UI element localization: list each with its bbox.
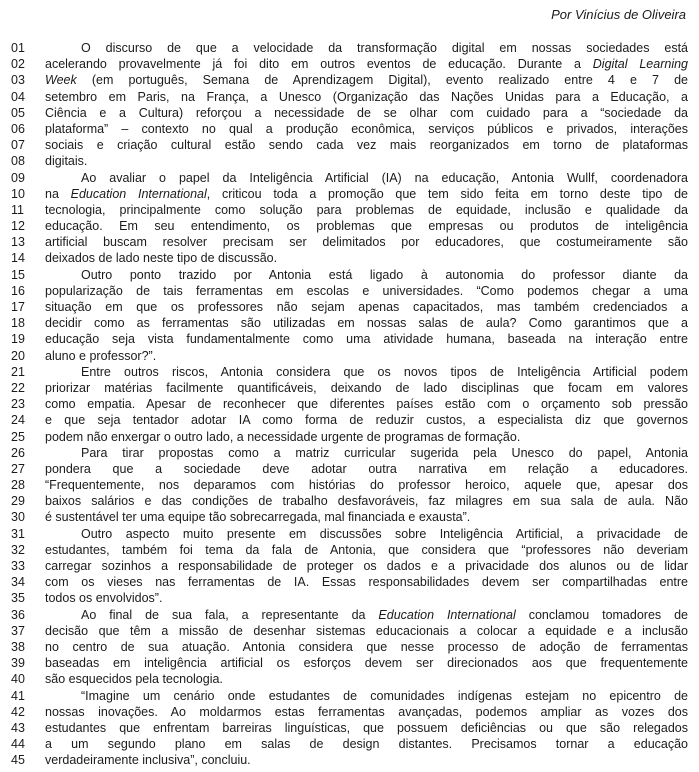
byline-author: Por Vinícius de Oliveira: [551, 7, 686, 22]
text-segment: , criticou toda a promoção que tem sido feita em torno deste tipo de: [206, 186, 688, 201]
text-line: [0, 493, 699, 509]
line-number: 22: [11, 380, 25, 395]
text-line: [0, 590, 699, 606]
line-text: [45, 121, 699, 137]
line-number: 01: [11, 41, 25, 55]
text-segment: como empatia. Apesar de reconhecer que diferentes países estão com o orçamento sob pressão: [45, 397, 688, 412]
line-number: 40: [11, 672, 25, 687]
line-number: 05: [11, 105, 25, 120]
line-text: [45, 412, 699, 428]
line-text: [45, 72, 699, 88]
text-segment: educação. Em seu entendimento, os problemas que empresas ou produtos de inteligência: [45, 219, 688, 234]
text-segment: setembro em Paris, na França, a Unesco (Organização das Nações Unidas para a Educação, a: [45, 89, 688, 104]
line-text: [45, 218, 699, 234]
text-line: [0, 574, 699, 590]
line-number: 15: [11, 267, 25, 282]
line-text: [45, 639, 699, 655]
line-number: 28: [11, 478, 25, 493]
line-text: [45, 461, 699, 477]
text-segment: são esquecidos pela tecnologia.: [45, 672, 223, 687]
line-list: [0, 40, 699, 768]
text-line: [0, 348, 699, 364]
text-line: [0, 299, 699, 315]
line-number: 45: [11, 753, 25, 768]
text-line: [0, 218, 699, 234]
text-segment: carregar sozinhos a responsabilidade de proteger os dados e a privacidade dos alunos ou de lidar: [45, 559, 688, 573]
italic-text-segment: Education International: [70, 186, 207, 201]
line-number: 14: [11, 251, 25, 266]
line-number: 16: [11, 283, 25, 298]
italic-text-segment: Digital Learning: [592, 57, 688, 72]
line-text: [45, 331, 699, 347]
text-segment: baixos salários e das condições de trabalho desfavoráveis, faz milagres em sua sala de aula. Não: [45, 494, 688, 509]
line-number: 26: [11, 445, 25, 460]
line-text: [45, 688, 699, 704]
text-line: [0, 752, 699, 768]
text-segment: estudantes, também foi tema da fala de Antonia, que considera que “professores não deveriam: [45, 542, 688, 557]
text-line: [0, 315, 699, 331]
line-number: 11: [11, 202, 24, 217]
text-segment: sociais e criação cultural estão sendo cada vez mais reorganizados em torno de plataformas: [45, 138, 688, 153]
text-segment: Ao final de sua fala, a representante da: [81, 607, 379, 622]
text-line: [0, 736, 699, 752]
text-line: [0, 445, 699, 461]
text-line: [0, 623, 699, 639]
text-line: [0, 412, 699, 428]
text-segment: Entre outros riscos, Antonia considera que os novos tipos de Inteligência Artificial podem: [81, 364, 688, 379]
text-segment: educação seja vista fundamentalmente como uma atividade humana, baseada na interação entre: [45, 332, 688, 347]
text-line: [0, 267, 699, 283]
text-line: [0, 202, 699, 218]
line-text: [45, 493, 699, 509]
line-text: [45, 558, 699, 574]
text-line: [0, 526, 699, 542]
text-segment: acelerando provavelmente já foi dito em outros eventos de educação. Durante a: [45, 57, 593, 72]
line-number: 10: [11, 186, 25, 201]
text-segment: (em português, Semana de Aprendizagem Digital), evento realizado entre 4 e 7 de: [76, 73, 688, 88]
line-number: 02: [11, 57, 25, 72]
text-line: [0, 170, 699, 186]
line-text: [45, 574, 699, 590]
text-segment: nossas inovações. Ao moldarmos estas ferramentas avançadas, podemos ampliar as vozes dos: [45, 704, 688, 719]
text-segment: decisão que têm a missão de desenhar sistemas educacionais a colocar a equidade e a inclusão: [45, 623, 688, 638]
line-number: 36: [11, 607, 25, 622]
text-segment: todos os envolvidos”.: [45, 591, 163, 606]
line-text: [45, 704, 699, 720]
line-text: [45, 40, 699, 56]
line-number: 31: [11, 526, 25, 541]
line-text: [45, 250, 699, 266]
line-number: 08: [11, 154, 25, 169]
text-segment: Outro ponto trazido por Antonia está ligado à autonomia do professor diante da: [81, 267, 688, 282]
line-text: [45, 283, 699, 299]
line-number: 30: [11, 510, 25, 525]
line-number: 38: [11, 639, 25, 654]
text-line: [0, 396, 699, 412]
text-segment: é sustentável ter uma equipe tão sobrecarregada, mal financiada e exausta”.: [45, 510, 471, 525]
text-segment: Para tirar propostas como a matriz curricular sugerida pela Unesco do papel, Antonia: [81, 445, 688, 460]
line-text: [45, 429, 699, 445]
line-text: [45, 348, 699, 364]
line-text: [45, 315, 699, 331]
text-segment: aluno e professor?”.: [45, 348, 157, 363]
line-text: [45, 234, 699, 250]
text-line: [0, 655, 699, 671]
line-number: 37: [11, 623, 25, 638]
text-line: [0, 704, 699, 720]
text-segment: decidir como as ferramentas são utilizadas em nossas salas de aula? Como garantimos que a: [45, 316, 688, 331]
text-segment: na: [45, 186, 71, 201]
text-segment: e que seja tentador adotar IA como forma de reduzir custos, a especialista diz que governos: [45, 413, 688, 428]
text-segment: pondera que a sociedade deve adotar outra narrativa em relação a educadores.: [45, 461, 688, 476]
text-line: [0, 720, 699, 736]
line-number: 18: [11, 316, 25, 331]
line-number: 32: [11, 542, 25, 557]
line-text: [45, 137, 699, 153]
line-text: [45, 623, 699, 639]
line-number: 19: [11, 332, 25, 347]
line-text: [45, 299, 699, 315]
text-segment: situação em que os professores não sejam apenas capacitados, mas também credenciados a: [45, 300, 688, 314]
text-line: [0, 461, 699, 477]
text-segment: plataforma” – contexto no qual a produção econômica, serviços públicos e privados, interações: [45, 121, 688, 136]
text-line: [0, 234, 699, 250]
text-segment: deixados de lado neste tipo de discussão.: [45, 251, 278, 266]
text-line: [0, 283, 699, 299]
line-number: 44: [11, 737, 25, 752]
line-number: 17: [11, 300, 25, 314]
text-segment: O discurso de que a velocidade da transformação digital em nossas sociedades está: [81, 41, 688, 55]
line-number: 20: [11, 348, 25, 363]
italic-text-segment: Week: [45, 73, 77, 88]
line-number: 23: [11, 397, 25, 412]
italic-text-segment: Education International: [378, 607, 516, 622]
line-text: [45, 170, 699, 186]
text-segment: estudantes que enfrentam barreiras linguísticas, que possuem deficiências ou que são relegados: [45, 720, 688, 735]
text-line: [0, 186, 699, 202]
text-line: [0, 137, 699, 153]
text-line: [0, 558, 699, 574]
line-text: [45, 105, 699, 121]
line-text: [45, 526, 699, 542]
text-segment: artificial buscam resolver precisam ser delimitados por educadores, que costumeiramente são: [45, 235, 688, 250]
line-text: [45, 752, 699, 768]
line-number: 09: [11, 170, 25, 185]
line-text: [45, 445, 699, 461]
text-line: [0, 688, 699, 704]
line-text: [45, 720, 699, 736]
line-text: [45, 186, 699, 202]
line-text: [45, 607, 699, 623]
text-segment: Ciência e a Cultura) reforçou a necessidade de se olhar com cuidado para a “sociedade da: [45, 105, 688, 120]
line-number: 13: [11, 235, 25, 250]
line-text: [45, 542, 699, 558]
text-line: [0, 331, 699, 347]
line-number: 33: [11, 559, 25, 573]
text-segment: priorizar matérias facilmente quantificáveis, deixando de lado disciplinas que focam em valores: [45, 380, 688, 395]
text-segment: digitais.: [45, 154, 88, 169]
line-text: [45, 202, 699, 218]
text-line: [0, 56, 699, 72]
text-line: [0, 477, 699, 493]
line-text: [45, 590, 699, 606]
text-segment: Outro aspecto muito presente em discussões sobre Inteligência Artificial, a privacidade de: [81, 526, 688, 541]
line-text: [45, 267, 699, 283]
text-line: [0, 40, 699, 56]
line-text: [45, 56, 699, 72]
text-segment: tecnologia, principalmente como solução para problemas de equidade, inclusão e qualidade da: [45, 202, 688, 217]
text-segment: “Imagine um cenário onde estudantes de comunidades indígenas estejam no epicentro de: [81, 688, 688, 703]
text-line: [0, 105, 699, 121]
text-segment: com os vieses nas ferramentas de IA. Essas responsabilidades devem ser compartilhadas entre: [45, 575, 688, 590]
text-segment: no centro de sua atuação. Antonia considera que nesse processo de adoção de ferramentas: [45, 639, 688, 654]
text-line: [0, 509, 699, 525]
text-line: [0, 89, 699, 105]
text-line: [0, 639, 699, 655]
text-line: [0, 542, 699, 558]
line-number: 27: [11, 461, 25, 476]
text-line: [0, 153, 699, 169]
line-text: [45, 509, 699, 525]
text-segment: a um segundo plano em salas de design distantes. Precisamos tornar a educação: [45, 737, 688, 752]
text-segment: podem não enxergar o outro lado, a necessidade urgente de programas de formação.: [45, 429, 521, 444]
line-number: 04: [11, 89, 25, 104]
line-number: 24: [11, 413, 25, 428]
line-number: 41: [11, 688, 25, 703]
line-text: [45, 477, 699, 493]
text-segment: conclamou tomadores de: [515, 607, 688, 622]
line-number: 43: [11, 720, 25, 735]
text-line: [0, 429, 699, 445]
line-text: [45, 736, 699, 752]
line-number: 12: [11, 219, 25, 234]
text-line: [0, 364, 699, 380]
line-number: 35: [11, 591, 25, 606]
line-number: 07: [11, 138, 25, 153]
text-line: [0, 72, 699, 88]
line-text: [45, 380, 699, 396]
line-text: [45, 396, 699, 412]
text-segment: “Frequentemente, nos deparamos com histórias do professor heroico, aquele que, apesar dos: [45, 478, 688, 493]
line-text: [45, 89, 699, 105]
line-number: 25: [11, 429, 25, 444]
text-line: [0, 250, 699, 266]
line-number: 34: [11, 575, 25, 590]
line-number: 39: [11, 656, 25, 671]
line-number: 29: [11, 494, 25, 509]
text-segment: popularização de tais ferramentas em escolas e universidades. “Como podemos chegar a uma: [45, 283, 688, 298]
line-number: 21: [11, 364, 25, 379]
line-number: 03: [11, 73, 25, 88]
text-line: [0, 380, 699, 396]
text-line: [0, 121, 699, 137]
line-number: 06: [11, 121, 25, 136]
text-segment: baseadas em inteligência artificial os esforços devem ser direcionados aos que frequentemente: [45, 656, 688, 671]
line-text: [45, 671, 699, 687]
text-segment: Ao avaliar o papel da Inteligência Artificial (IA) na educação, Antonia Wullf, coordenadora: [81, 170, 688, 185]
line-text: [45, 655, 699, 671]
line-text: [45, 153, 699, 169]
line-number: 42: [11, 704, 25, 719]
line-text: [45, 364, 699, 380]
text-segment: verdadeiramente inclusiva”, concluiu.: [45, 753, 251, 768]
text-line: [0, 671, 699, 687]
text-line: [0, 607, 699, 623]
